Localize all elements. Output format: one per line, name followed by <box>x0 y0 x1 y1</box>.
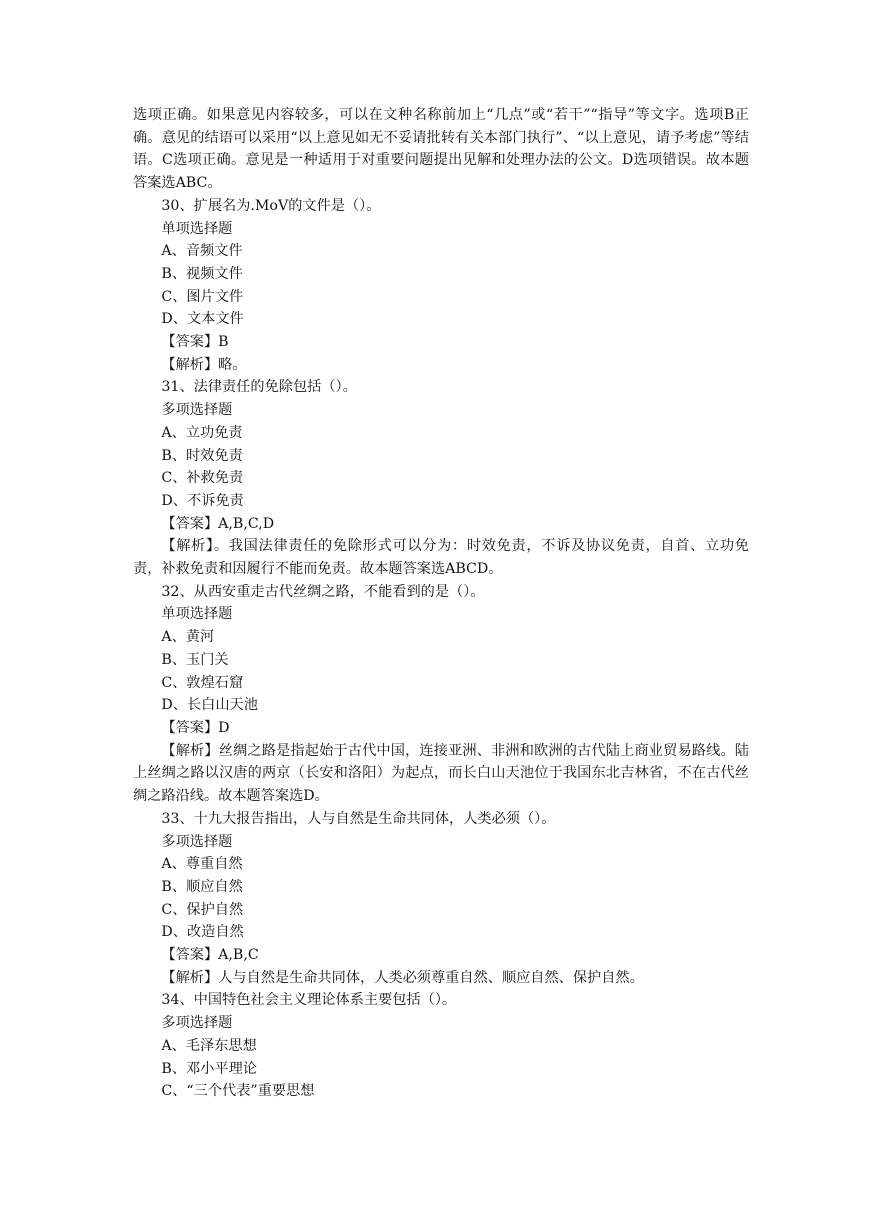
option-d: D、改造自然 <box>161 924 244 941</box>
answer: 【答案】B <box>161 334 229 351</box>
question-title: 31、法律责任的免除包括（）。 <box>161 379 357 396</box>
question-30 <box>133 195 749 377</box>
option-d: D、长白山天池 <box>161 697 258 714</box>
option-a: A、立功免责 <box>161 424 243 441</box>
option-a: A、黄河 <box>161 629 215 646</box>
question-title: 32、从西安重走古代丝绸之路，不能看到的是（）。 <box>161 583 485 600</box>
question-32 <box>133 581 749 808</box>
question-type: 多项选择题 <box>161 833 233 850</box>
question-33 <box>133 808 749 990</box>
option-c: C、保护自然 <box>161 901 244 918</box>
option-a: A、毛泽东思想 <box>161 1037 257 1054</box>
option-c: C、敦煌石窟 <box>161 674 244 691</box>
question-type: 多项选择题 <box>161 402 233 419</box>
answer: 【答案】D <box>161 719 230 736</box>
option-c: C、图片文件 <box>161 288 244 305</box>
option-c: C、补救免责 <box>161 470 244 487</box>
option-b: B、视频文件 <box>161 265 243 282</box>
option-b: B、顺应自然 <box>161 878 243 895</box>
intro-paragraph: 选项正确。如果意见内容较多，可以在文种名称前加上“几点”或“若干”“指导”等文字。选项B正确。意见的结语可以采用“以上意见如无不妥请批转有关本部门执行”、“以上意见，请予考虑”等结语。C选项正确。意见是一种适用于对重要问题提出见解和处理办法的公文。D选项错误。故本题答案选ABC。 <box>133 107 749 192</box>
question-title: 34、中国特色社会主义理论体系主要包括（）。 <box>161 992 457 1009</box>
analysis: 【解析】略。 <box>161 356 247 373</box>
question-type: 单项选择题 <box>161 606 233 623</box>
option-b: B、玉门关 <box>161 651 229 668</box>
question-34 <box>133 989 749 1103</box>
question-type: 单项选择题 <box>161 220 233 237</box>
answer: 【答案】A,B,C,D <box>161 515 275 532</box>
option-b: B、邓小平理论 <box>161 1060 257 1077</box>
analysis: 【解析】。我国法律责任的免除形式可以分为：时效免责，不诉及协议免责，自首、立功免责，补救免责和因履行不能而免责。故本题答案选ABCD。 <box>133 538 749 578</box>
question-title: 30、扩展名为.MoV的文件是（）。 <box>161 197 381 214</box>
option-d: D、不诉免责 <box>161 492 244 509</box>
question-title: 33、十九大报告指出，人与自然是生命共同体，人类必须（）。 <box>161 810 556 827</box>
document-page <box>133 104 749 1103</box>
option-b: B、时效免责 <box>161 447 243 464</box>
analysis: 【解析】人与自然是生命共同体，人类必须尊重自然、顺应自然、保护自然。 <box>161 969 644 986</box>
analysis: 【解析】丝绸之路是指起始于古代中国，连接亚洲、非洲和欧洲的古代陆上商业贸易路线。陆上丝绸之路以汉唐的两京（长安和洛阳）为起点，而长白山天池位于我国东北吉林省，不在古代丝绸之路沿线。故本题答案选D。 <box>133 742 749 805</box>
answer: 【答案】A,B,C <box>161 947 259 964</box>
option-d: D、文本文件 <box>161 311 244 328</box>
option-a: A、音频文件 <box>161 243 243 260</box>
question-type: 多项选择题 <box>161 1015 233 1032</box>
question-31 <box>133 376 749 580</box>
option-a: A、尊重自然 <box>161 856 243 873</box>
option-c: C、“三个代表”重要思想 <box>161 1083 315 1100</box>
